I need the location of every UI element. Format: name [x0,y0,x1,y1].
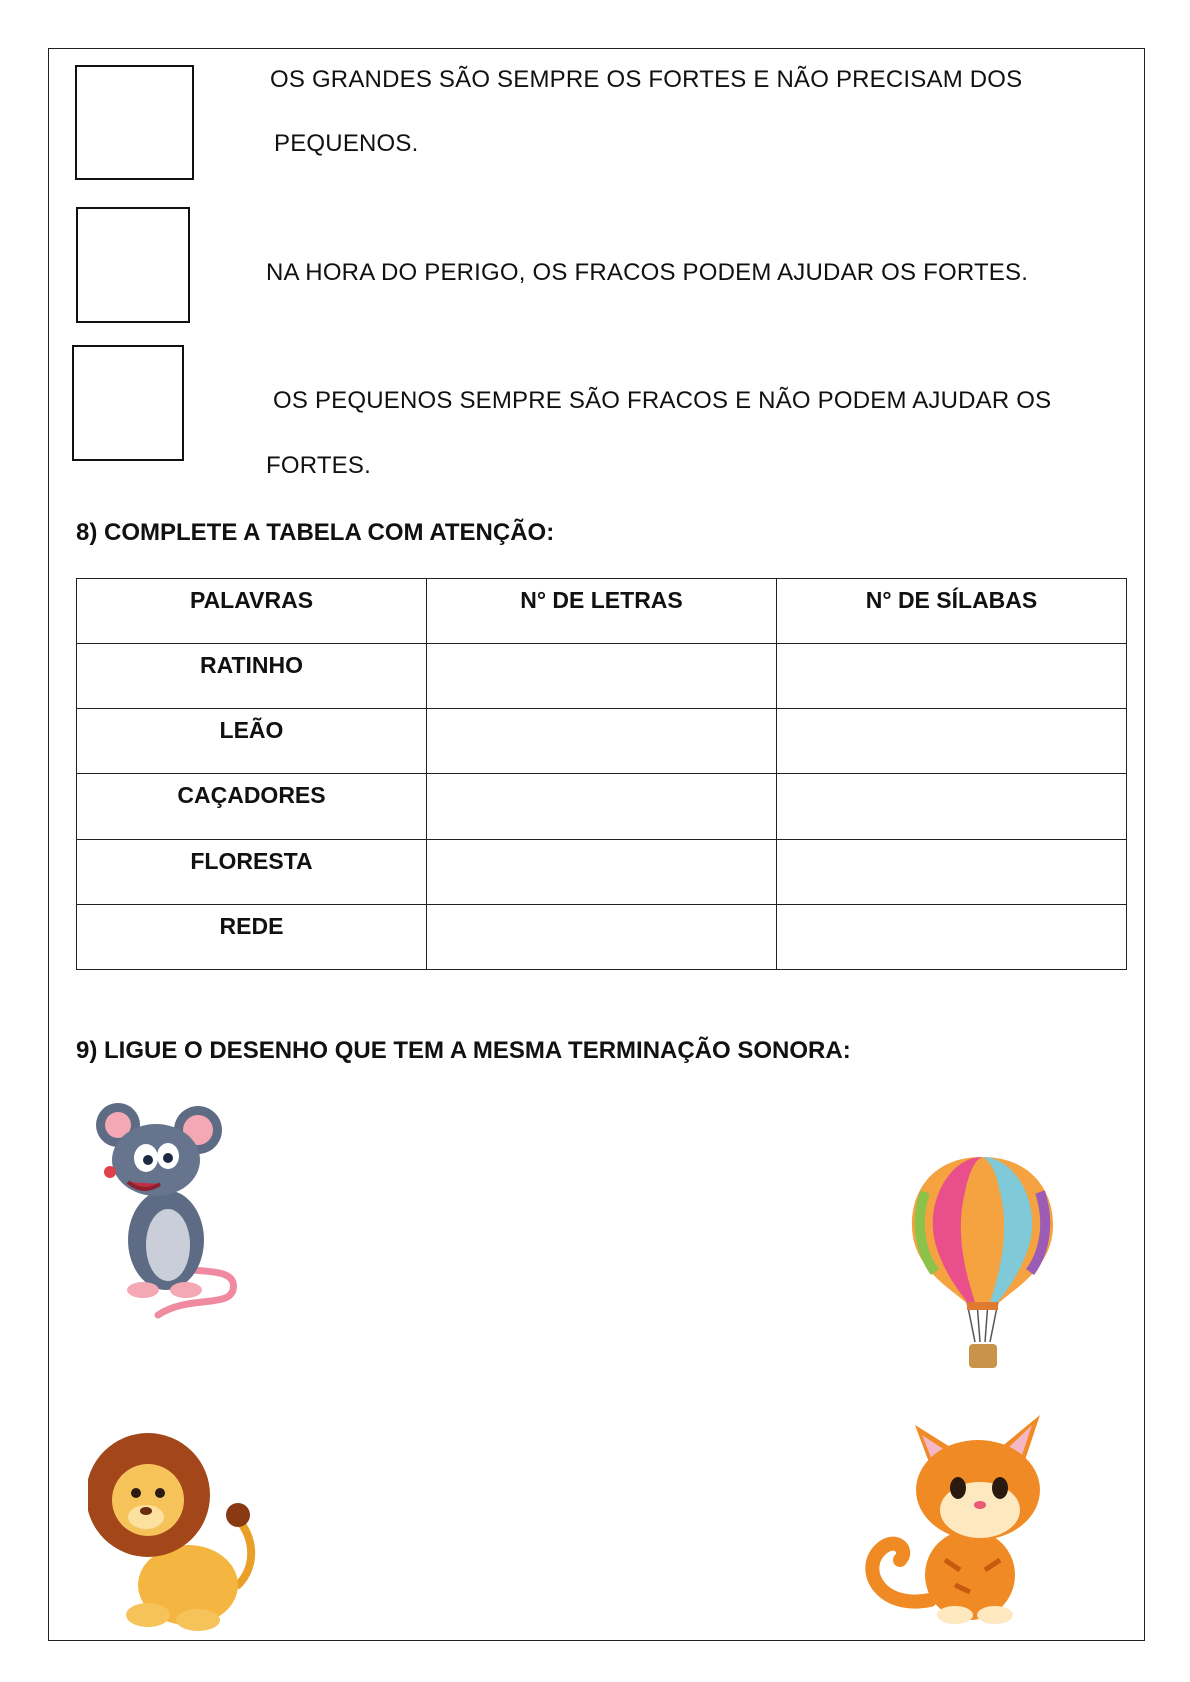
lion-image[interactable] [88,1425,268,1635]
statement-1-checkbox[interactable] [75,65,194,180]
syllables-input-cell[interactable] [777,644,1127,709]
letters-input-cell[interactable] [427,709,777,774]
header-letras: N° DE LETRAS [427,579,777,644]
letters-input-cell[interactable] [427,904,777,969]
statement-3-line-2: FORTES. [266,452,371,479]
table-header-row [77,579,1127,644]
syllables-input-cell[interactable] [777,839,1127,904]
letters-input-cell[interactable] [427,774,777,839]
letters-input-cell[interactable] [427,644,777,709]
statement-3-checkbox[interactable] [72,345,184,461]
cat-image[interactable] [860,1410,1060,1630]
statement-1-line-2: PEQUENOS. [274,130,419,157]
word-cell: CAÇADORES [77,774,427,839]
words-table [76,578,1127,970]
table-row [77,644,1127,709]
statement-1-line-1: OS GRANDES SÃO SEMPRE OS FORTES E NÃO PRECISAM DOS [270,66,1023,93]
word-cell: FLORESTA [77,839,427,904]
syllables-input-cell[interactable] [777,904,1127,969]
statement-3-line-1: OS PEQUENOS SEMPRE SÃO FRACOS E NÃO PODEM AJUDAR OS [273,387,1052,414]
table-row [77,904,1127,969]
statement-2-line-1: NA HORA DO PERIGO, OS FRACOS PODEM AJUDAR OS FORTES. [266,259,1029,286]
hot-air-balloon-image[interactable] [905,1152,1060,1387]
question-9-title: 9) LIGUE O DESENHO QUE TEM A MESMA TERMINAÇÃO SONORA: [76,1037,851,1064]
syllables-input-cell[interactable] [777,709,1127,774]
letters-input-cell[interactable] [427,839,777,904]
header-silabas: N° DE SÍLABAS [777,579,1127,644]
mouse-image[interactable] [88,1100,248,1320]
statement-2-checkbox[interactable] [76,207,190,323]
syllables-input-cell[interactable] [777,774,1127,839]
table-row [77,709,1127,774]
header-palavras: PALAVRAS [77,579,427,644]
word-cell: LEÃO [77,709,427,774]
word-cell: RATINHO [77,644,427,709]
question-8-title: 8) COMPLETE A TABELA COM ATENÇÃO: [76,519,555,546]
table-row [77,839,1127,904]
word-cell: REDE [77,904,427,969]
table-row [77,774,1127,839]
